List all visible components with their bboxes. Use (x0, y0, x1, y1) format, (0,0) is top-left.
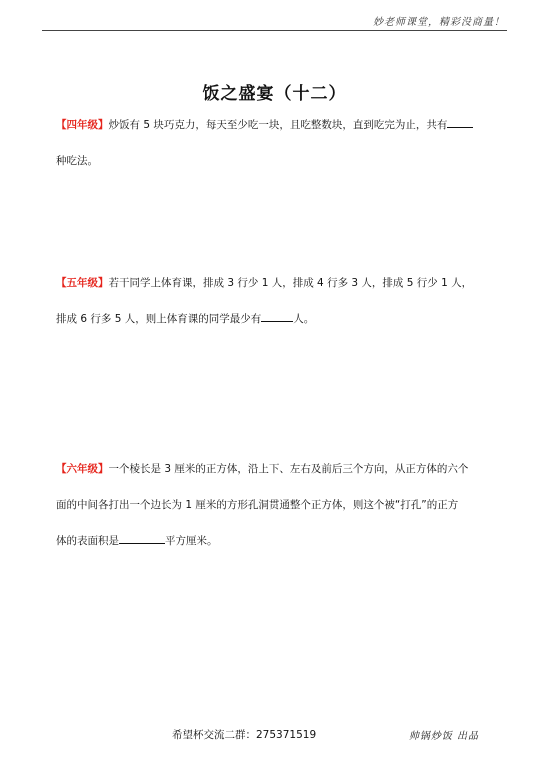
problem-line (56, 153, 498, 189)
problem-line (56, 275, 498, 311)
header-slogan: 妙老师课堂，精彩没商量！ (373, 17, 505, 28)
problem-line (56, 461, 498, 497)
problem-text: 体的表面积是 (56, 535, 119, 547)
problem-text: 若干同学上体育课，排成 3 行少 1 人，排成 4 行多 3 人，排成 5 行少 1 人， (108, 277, 473, 289)
problem-grade-4 (56, 117, 498, 189)
footer-credit: 帅锅炒饭 出品 (408, 731, 479, 742)
grade-label: 【五年级】 (56, 277, 109, 289)
problem-line (56, 533, 498, 569)
problem-text: 面的中间各打出一个边长为 1 厘米的方形孔洞贯通整个正方体，则这个被“打孔”的正方 (56, 499, 459, 511)
problem-text: 排成 6 行多 5 人，则上体育课的同学最少有 (56, 313, 262, 325)
answer-blank (119, 533, 165, 544)
problem-text: 平方厘米。 (165, 535, 218, 547)
header-divider (42, 30, 507, 31)
problem-grade-5 (56, 275, 498, 347)
problem-text: 炒饭有 5 块巧克力，每天至少吃一块，且吃整数块，直到吃完为止，共有 (108, 119, 448, 131)
problem-line (56, 311, 498, 347)
problem-text: 一个棱长是 3 厘米的正方体，沿上下、左右及前后三个方向，从正方体的六个 (108, 463, 469, 475)
problem-line (56, 497, 498, 533)
grade-label: 【四年级】 (56, 119, 109, 131)
footer-group-number: 希望杯交流二群：275371519 (172, 729, 317, 741)
grade-label: 【六年级】 (56, 463, 109, 475)
problem-line (56, 117, 498, 153)
problem-grade-6 (56, 461, 498, 569)
page-title: 饭之盛宴（十二） (202, 84, 347, 104)
answer-blank (447, 117, 473, 128)
answer-blank (261, 311, 293, 322)
problem-text: 种吃法。 (56, 155, 98, 167)
problem-text: 人。 (293, 313, 315, 325)
